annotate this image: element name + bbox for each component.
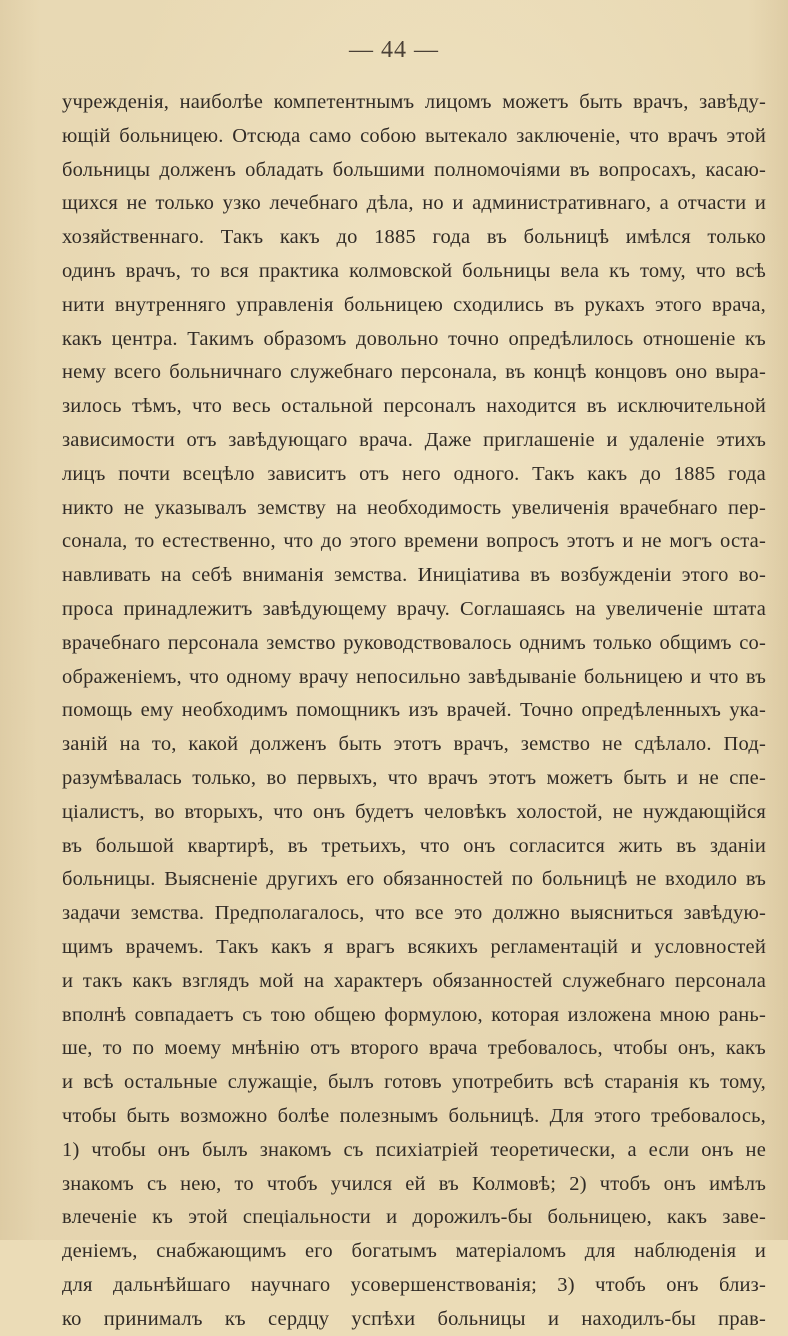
text-line: въ большой квартирѣ, въ третьихъ, что онъ согласится жить въ зданіи bbox=[62, 834, 766, 857]
text-line: заній на то, какой долженъ быть этотъ врачъ, земство не сдѣлало. Под- bbox=[62, 733, 766, 756]
body-text bbox=[62, 86, 766, 1336]
text-line: задачи земства. Предполагалось, что все это должно выясниться завѣдую- bbox=[62, 902, 766, 925]
text-line: нему всего больничнаго служебнаго персонала, въ концѣ концовъ оно выра- bbox=[62, 361, 766, 384]
text-line: помощь ему необходимъ помощникъ изъ врачей. Точно опредѣленныхъ ука- bbox=[62, 699, 766, 722]
text-line: щимъ врачемъ. Такъ какъ я врагъ всякихъ регламентацій и условностей bbox=[62, 935, 766, 958]
text-line: хозяйственнаго. Такъ какъ до 1885 года въ больницѣ имѣлся только bbox=[62, 226, 766, 249]
text-line: ющій больницею. Отсюда само собою вытекало заключеніе, что врачъ этой bbox=[62, 124, 766, 147]
text-line: чтобы быть возможно болѣе полезнымъ больницѣ. Для этого требовалось, bbox=[62, 1104, 766, 1127]
text-line: разумѣвалась только, во первыхъ, что врачъ этотъ можетъ быть и не спе- bbox=[62, 766, 766, 789]
text-line: учрежденія, наиболѣе компетентнымъ лицомъ можетъ быть врачъ, завѣду- bbox=[62, 91, 766, 113]
text-line: влеченіе къ этой спеціальности и дорожилъ-бы больницею, какъ заве- bbox=[62, 1206, 766, 1229]
text-line: ціалистъ, во вторыхъ, что онъ будетъ человѣкъ холостой, не нуждающійся bbox=[62, 800, 766, 823]
text-line: зилось тѣмъ, что весь остальной персоналъ находится въ исключительной bbox=[62, 395, 766, 418]
text-line: деніемъ, снабжающимъ его богатымъ матеріаломъ для наблюденія и bbox=[62, 1240, 766, 1263]
page-number: — 44 — bbox=[349, 37, 439, 63]
text-line: врачебнаго персонала земство руководствовалось однимъ только общимъ со- bbox=[62, 631, 766, 654]
text-line: знакомъ съ нею, то чтобъ учился ей въ Колмовѣ; 2) чтобъ онъ имѣлъ bbox=[62, 1172, 766, 1195]
text-line: нити внутренняго управленія больницею сходились въ рукахъ этого врача, bbox=[62, 293, 766, 316]
text-line: для дальнѣйшаго научнаго усовершенствованія; 3) чтобъ онъ близ- bbox=[62, 1273, 766, 1296]
text-line: зависимости отъ завѣдующаго врача. Даже приглашеніе и удаленіе этихъ bbox=[62, 428, 766, 451]
text-line: навливать на себѣ вниманія земства. Иниціатива въ возбужденіи этого во- bbox=[62, 564, 766, 587]
text-line: 1) чтобы онъ былъ знакомъ съ психіатріей теоретически, а если онъ не bbox=[62, 1138, 766, 1161]
text-line: больницы долженъ обладать большими полномочіями въ вопросахъ, касаю- bbox=[62, 158, 766, 181]
text-line: проса принадлежитъ завѣдующему врачу. Соглашаясь на увеличеніе штата bbox=[62, 597, 766, 620]
text-line: и всѣ остальные служащіе, былъ готовъ употребить всѣ старанія къ тому, bbox=[62, 1071, 766, 1094]
text-line: лицъ почти всецѣло зависитъ отъ него одного. Такъ какъ до 1885 года bbox=[62, 462, 766, 485]
text-line: никто не указывалъ земству на необходимость увеличенія врачебнаго пер- bbox=[62, 496, 766, 519]
text-line: вполнѣ совпадаетъ съ тою общею формулою, которая изложена мною рань- bbox=[62, 1003, 766, 1026]
text-line: ше, то по моему мнѣнію отъ второго врача требовалось, чтобы онъ, какъ bbox=[62, 1037, 766, 1060]
text-line: какъ центра. Такимъ образомъ довольно точно опредѣлилось отношеніе къ bbox=[62, 327, 766, 350]
text-line: щихся не только узко лечебнаго дѣла, но и административнаго, а отчасти и bbox=[62, 192, 766, 215]
text-line: ко принималъ къ сердцу успѣхи больницы и находилъ-бы прав- bbox=[62, 1307, 766, 1330]
text-line: одинъ врачъ, то вся практика колмовской больницы вела къ тому, что всѣ bbox=[62, 259, 766, 282]
text-line: сонала, то естественно, что до этого времени вопросъ этотъ и не могъ оста- bbox=[62, 530, 766, 553]
text-line: больницы. Выясненіе другихъ его обязанностей по больницѣ не входило въ bbox=[62, 868, 766, 891]
text-line: ображеніемъ, что одному врачу непосильно завѣдываніе больницею и что въ bbox=[62, 665, 766, 688]
text-line: и такъ какъ взглядъ мой на характеръ обязанностей служебнаго персонала bbox=[62, 969, 766, 992]
